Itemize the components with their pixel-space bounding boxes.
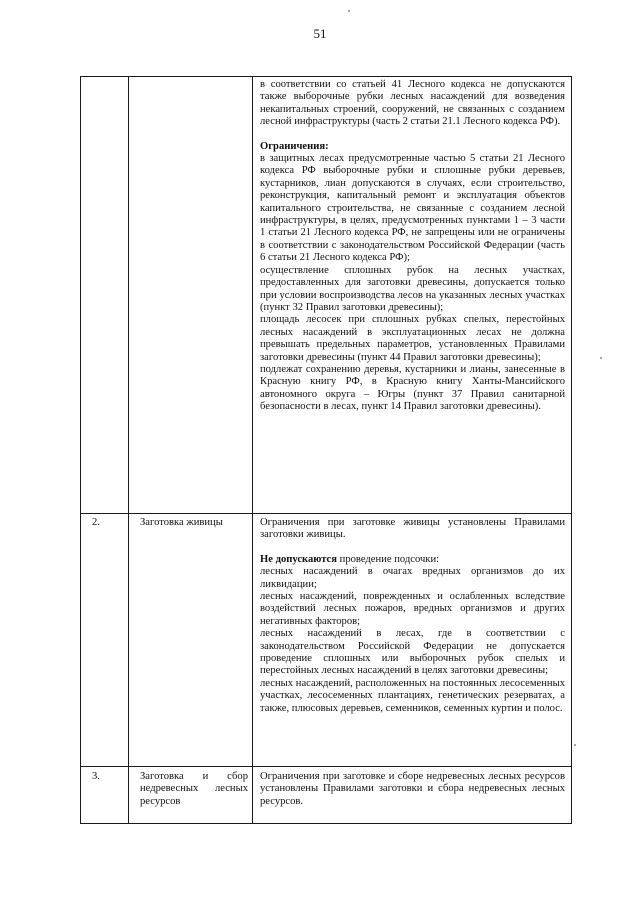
prohibit-item: лесных насаждений, расположенных на постоянных лесосеменных участках, лесосеменных плантациях, генетических резерватах, а также, плюсовых деревьев, семенников, семенных куртин и полос.: [260, 677, 565, 714]
table-border-right: [571, 76, 572, 824]
prohibit-item: лесных насаждений в очагах вредных организмов до их ликвидации;: [260, 566, 565, 590]
restriction-item: подлежат сохранению деревья, кустарники и лианы, занесенные в Красную книгу РФ, в Красную книгу Ханты-Мансийского автономного округа – Югры (пункт 37 Правил санитарной безопасности в лесах, пункт 14 Правил заготовки древесины).: [260, 363, 565, 413]
restriction-item: в защитных лесах предусмотренные частью 5 статьи 21 Лесного кодекса РФ выборочные рубки и сплошные рубки деревьев, кустарников, лиан допускаются в случаях, если строительство, реконструкция, капитальный ремонт и эксплуатация объектов капитального строительства, не связанные с созданием лесной инфраструктуры, в целях, предусмотренных пунктами 1 – 3 части 1 статьи 21 Лесного кодекса РФ, не запрещены или не ограничены в соответствии с законодательством Российской Федерации (часть 6 статьи 21 Лесного кодекса РФ);: [260, 153, 565, 264]
page-number: 51: [313, 26, 327, 41]
table-divider-activity: [252, 76, 253, 824]
prohibit-item: лесных насаждений в лесах, где в соответствии с законодательством Российской Федерации не допускается проведение сплошных или выборочных рубок спелых и перестойных лесных насаждений в целях заготовки древесины;: [260, 628, 565, 677]
table-row: [260, 79, 565, 414]
table-border-bottom: [80, 823, 572, 824]
prohibit-item: лесных насаждений, поврежденных и ослабленных вследствие воздействий лесных пожаров, вредных организмов и других негативных факторов;: [260, 591, 565, 627]
activity-name: Заготовка живицы: [140, 517, 223, 528]
prohibit-bold: Не допускаются: [260, 553, 337, 565]
table-border-top: [80, 76, 572, 77]
restriction-item: осуществление сплошных рубок на лесных участках, предоставленных для заготовки древесины, допускается только при условии воспроизводства лесов на указанных лесных участках (пункт 32 Правил заготовки древесины);: [260, 264, 565, 313]
table-row-separator: [80, 766, 572, 767]
ntfp-text: Ограничения при заготовке и сборе недревесных лесных ресурсов установлены Правилами заготовки и сбора недревесных лесных ресурсов.: [260, 771, 565, 807]
table-border-left: [80, 76, 81, 824]
activity-name: Заготовка и сбор недревесных лесных ресурсов: [140, 771, 248, 807]
table-row: [260, 517, 565, 715]
prohibit-line: [260, 554, 565, 566]
table-row-separator: [80, 513, 572, 514]
prohibit-rest: проведение подсочки:: [337, 553, 440, 565]
scan-speck: [600, 357, 602, 359]
table-divider-number: [128, 76, 129, 824]
resin-intro: Ограничения при заготовке живицы установлены Правилами заготовки живицы.: [260, 517, 565, 541]
table-row: [260, 771, 565, 808]
restrictions-heading: Ограничения:: [260, 140, 329, 152]
scan-speck: [348, 10, 350, 12]
activity-name-cell: [140, 771, 248, 808]
restriction-item: площадь лесосек при сплошных рубках спелых, перестойных лесных насаждений в эксплуатационных лесах не должна превышать предельных параметров, установленных Правилами заготовки древесины (пункт 44 Правил заготовки древесины);: [260, 314, 565, 363]
row-number: 3.: [92, 771, 100, 782]
row-number: 2.: [92, 517, 100, 528]
row1-continuation-text: в соответствии со статьей 41 Лесного кодекса не допускаются также выборочные рубки лесных насаждений для возведения некапитальных строений, сооружений, не связанных с созданием лесной инфраструктуры (часть 2 статьи 21.1 Лесного кодекса РФ).: [260, 79, 565, 128]
scan-speck: [574, 744, 576, 746]
